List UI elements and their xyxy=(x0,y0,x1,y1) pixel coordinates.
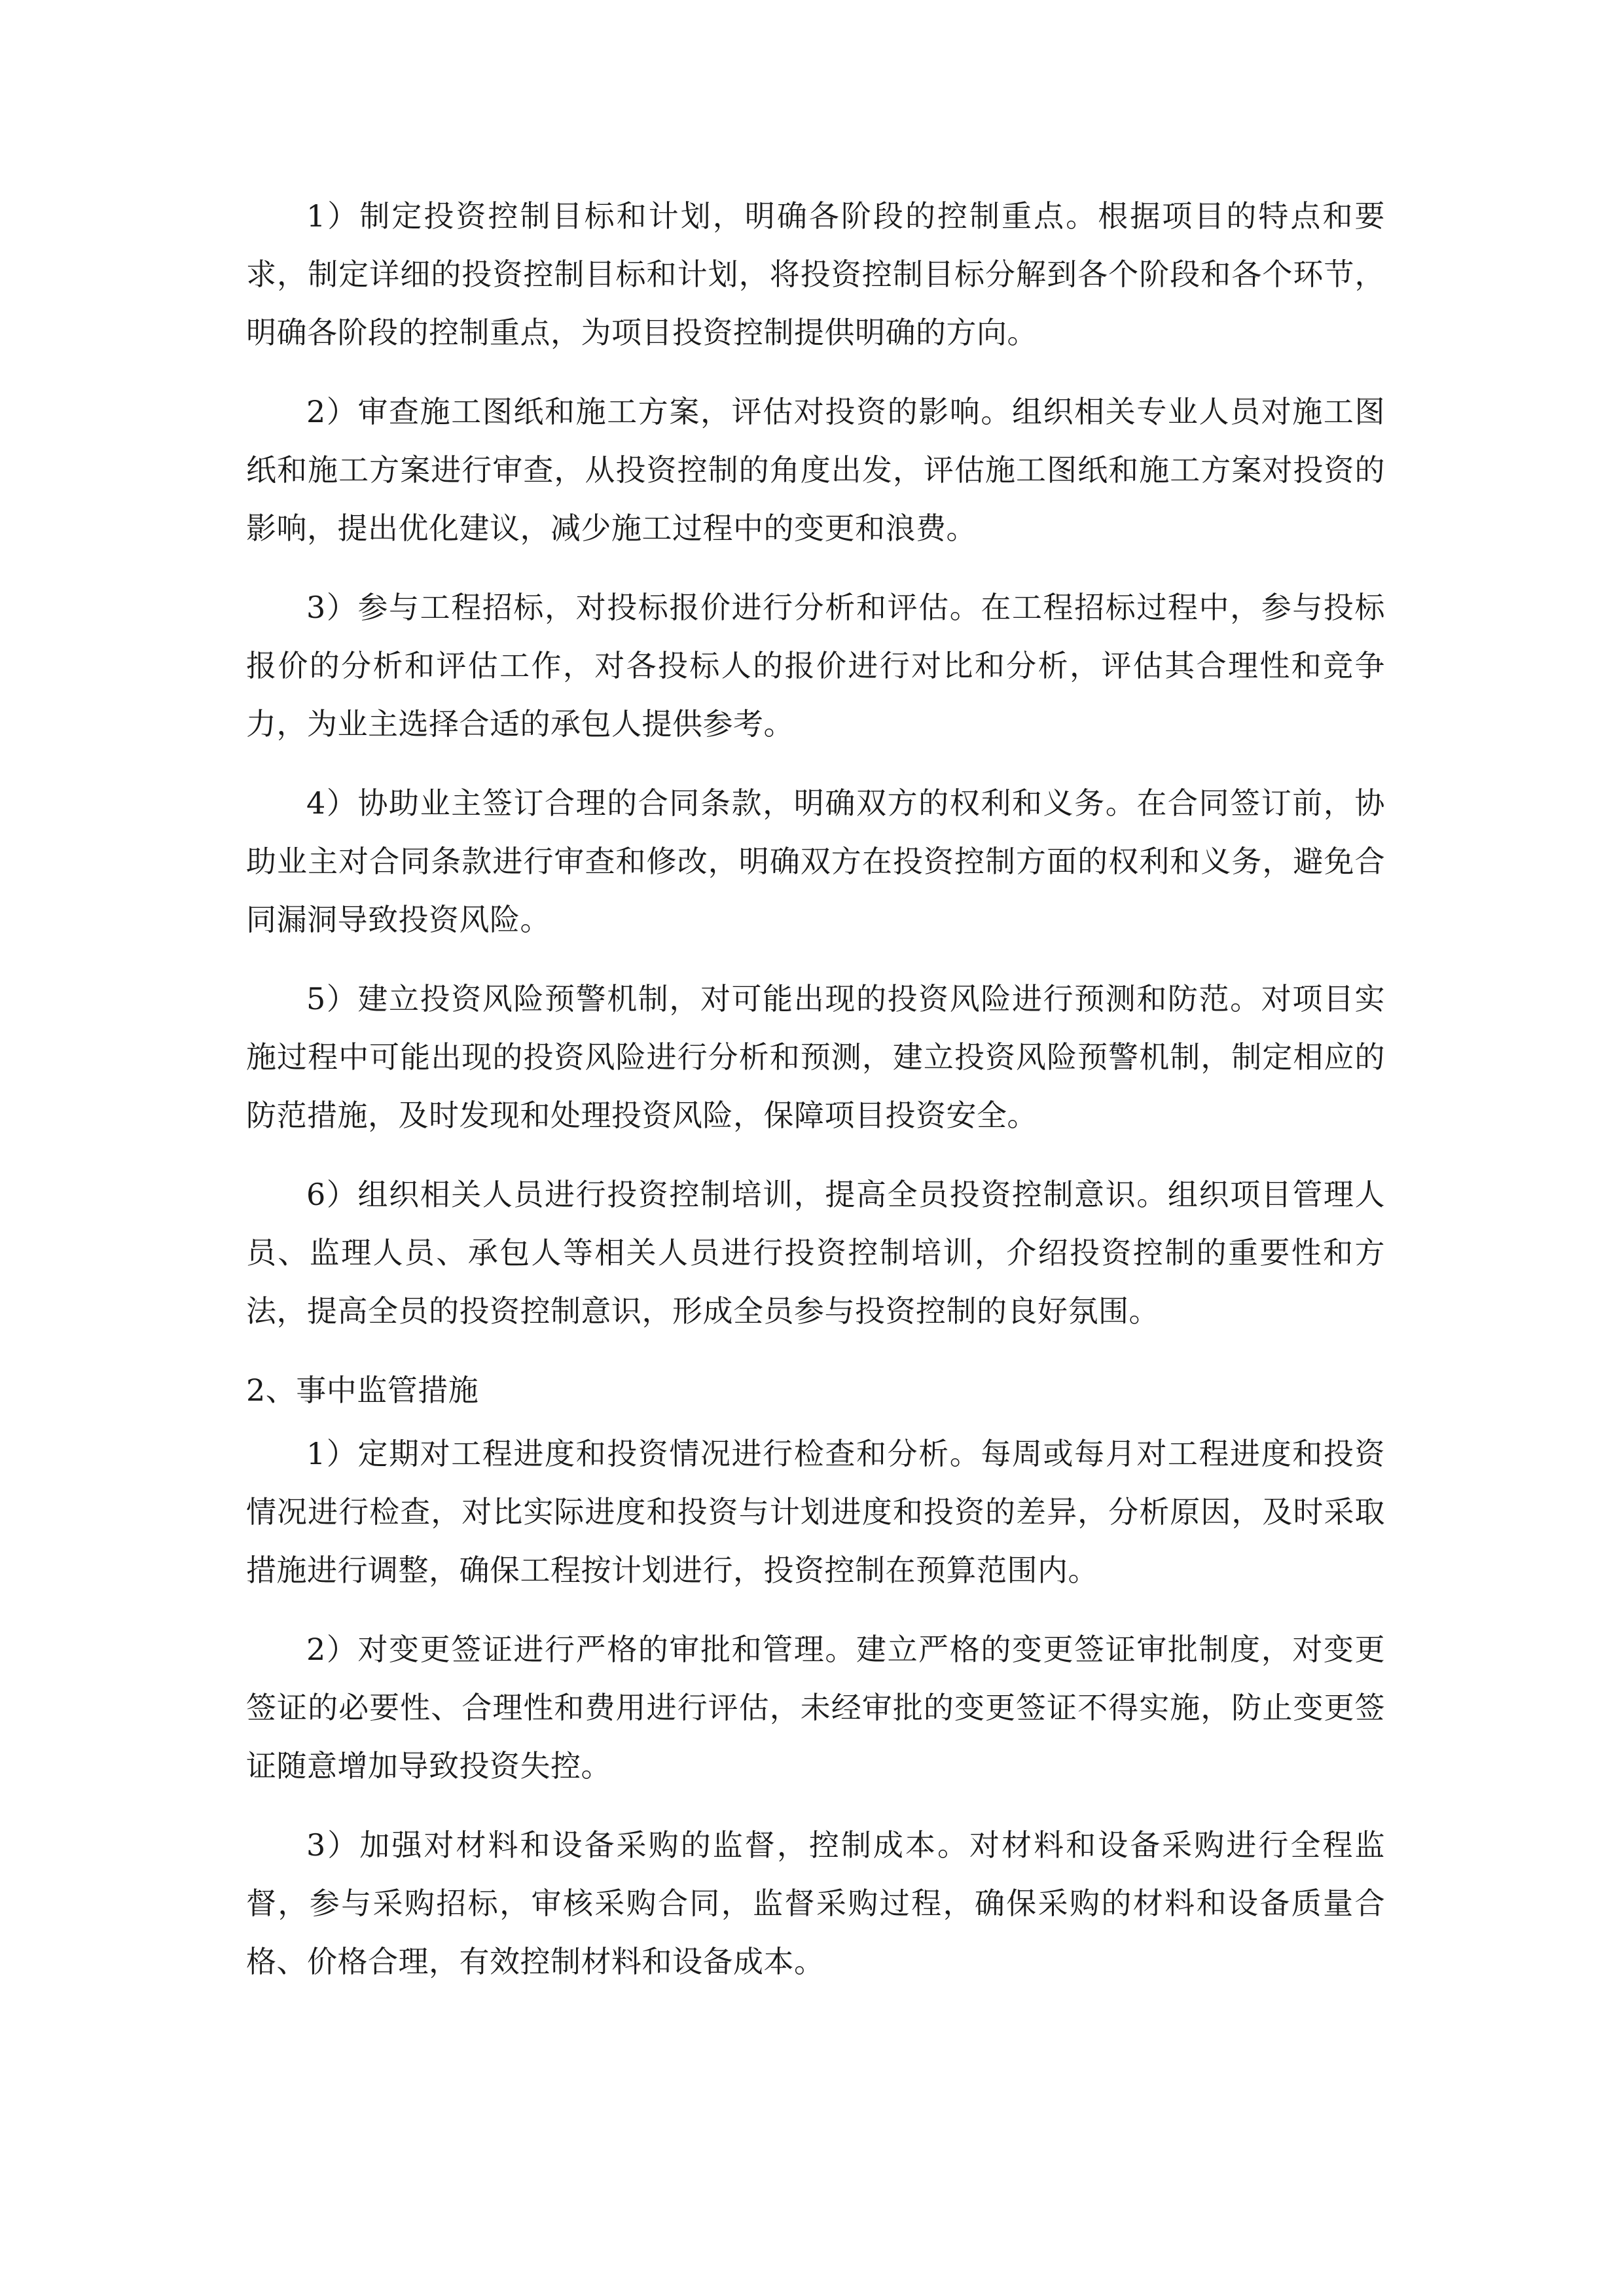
document-body xyxy=(246,187,1385,2012)
paragraph-pre-1: 1）制定投资控制目标和计划，明确各阶段的控制重点。根据项目的特点和要求，制定详细的投资控制目标和计划，将投资控制目标分解到各个阶段和各个环节，明确各阶段的控制重点，为项目投资控制提供明确的方向。 xyxy=(246,198,1385,350)
paragraph-pre-2: 2）审查施工图纸和施工方案，评估对投资的影响。组织相关专业人员对施工图纸和施工方案进行审查，从投资控制的角度出发，评估施工图纸和施工方案对投资的影响，提出优化建议，减少施工过程中的变更和浪费。 xyxy=(246,394,1385,546)
paragraph-post-2: 2）对变更签证进行严格的审批和管理。建立严格的变更签证审批制度，对变更签证的必要性、合理性和费用进行评估，未经审批的变更签证不得实施，防止变更签证随意增加导致投资失控。 xyxy=(246,1632,1385,1784)
paragraph-post-1: 1）定期对工程进度和投资情况进行检查和分析。每周或每月对工程进度和投资情况进行检查，对比实际进度和投资与计划进度和投资的差异，分析原因，及时采取措施进行调整，确保工程按计划进行，投资控制在预算范围内。 xyxy=(246,1436,1385,1588)
section-heading: 2、事中监管措施 xyxy=(246,1372,479,1408)
paragraph-pre-6: 6）组织相关人员进行投资控制培训，提高全员投资控制意识。组织项目管理人员、监理人员、承包人等相关人员进行投资控制培训，介绍投资控制的重要性和方法，提高全员的投资控制意识，形成全员参与投资控制的良好氛围。 xyxy=(246,1177,1385,1329)
paragraph-pre-4: 4）协助业主签订合理的合同条款，明确双方的权利和义务。在合同签订前，协助业主对合同条款进行审查和修改，明确双方在投资控制方面的权利和义务，避免合同漏洞导致投资风险。 xyxy=(246,785,1385,937)
paragraph-post-3: 3）加强对材料和设备采购的监督，控制成本。对材料和设备采购进行全程监督，参与采购招标，审核采购合同，监督采购过程，确保采购的材料和设备质量合格、价格合理，有效控制材料和设备成本。 xyxy=(246,1827,1385,1979)
paragraph-pre-3: 3）参与工程招标，对投标报价进行分析和评估。在工程招标过程中，参与投标报价的分析和评估工作，对各投标人的报价进行对比和分析，评估其合理性和竞争力，为业主选择合适的承包人提供参考。 xyxy=(246,590,1385,742)
paragraph-pre-5: 5）建立投资风险预警机制，对可能出现的投资风险进行预测和防范。对项目实施过程中可能出现的投资风险进行分析和预测，建立投资风险预警机制，制定相应的防范措施，及时发现和处理投资风险，保障项目投资安全。 xyxy=(246,981,1385,1133)
